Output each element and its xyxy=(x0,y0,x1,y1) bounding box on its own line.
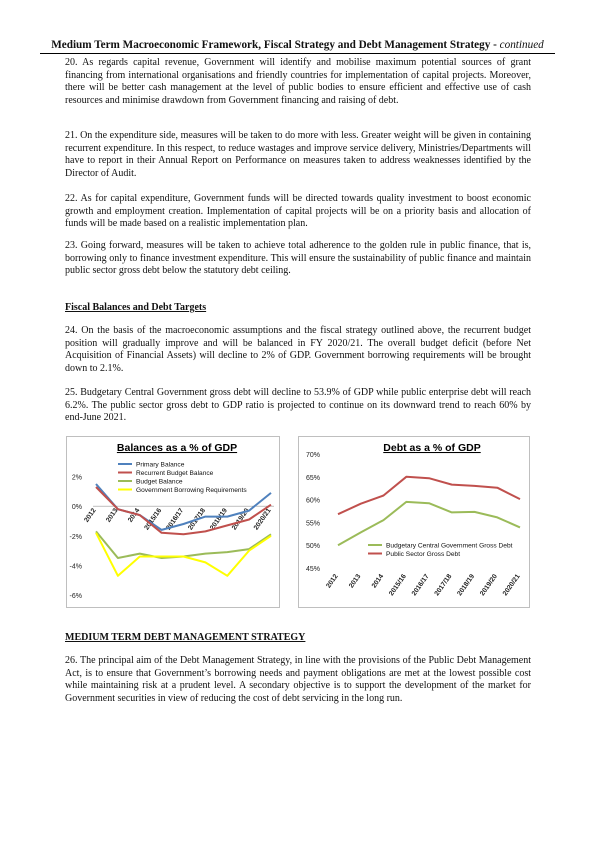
x-tick-label: 2013 xyxy=(105,507,120,524)
paragraph-25: 25. Budgetary Central Government gross debt will decline to 53.9% of GDP while public enterprise debt will reach 6.2%. The public sector gross debt to GDP ratio is projected to continue on its downward trend to reach 60% by end-June 2021. xyxy=(65,387,531,424)
x-tick-label: 2019/20 xyxy=(230,507,251,532)
y-tick-label: -4% xyxy=(69,563,82,571)
paragraph-24: 24. On the basis of the macroeconomic assumptions and the fiscal strategy outlined above, the recurrent budget position will gradually improve and will be balanced in FY 2020/21. The overall budget deficit (before Net Acquisition of Financial Assets) will decline to 2% of GDP. Government borrowing requirements will be brought down to 2.1%. xyxy=(65,325,531,374)
y-tick-label: 65% xyxy=(305,474,320,482)
y-tick-label: 70% xyxy=(305,452,320,459)
section-heading-debt-strategy: MEDIUM TERM DEBT MANAGEMENT STRATEGY xyxy=(65,632,306,643)
y-tick-label: 0% xyxy=(71,504,82,512)
section-heading-fiscal: Fiscal Balances and Debt Targets xyxy=(65,302,207,313)
paragraph-23: 23. Going forward, measures will be taken to achieve total adherence to the golden rule in public finance, that is, borrowing only to finance investment expenditure. This will ensure the sustainability of public finance and maintain public sector gross debt below the statutory debt ceiling. xyxy=(65,240,531,277)
y-tick-label: 60% xyxy=(305,497,320,505)
x-tick-label: 2016/17 xyxy=(165,507,186,532)
x-tick-label: 2014 xyxy=(126,507,142,524)
x-tick-label: 2014 xyxy=(370,573,386,590)
x-tick-label: 2015/16 xyxy=(388,573,408,598)
x-tick-label: 2015/16 xyxy=(143,507,164,532)
legend-label: Government Borrowing Requirements xyxy=(136,487,247,494)
paragraph-22: 22. As for capital expenditure, Government funds will be directed towards quality investment to boost economic growth and employment creation. Implementation of capital projects will be on a priority basis and allocation of funds will be made based on a realistic implementation plan. xyxy=(65,193,531,230)
x-tick-label: 2013 xyxy=(347,573,363,590)
y-tick-label: 55% xyxy=(305,520,320,528)
legend-label: Primary Balance xyxy=(136,461,185,469)
y-tick-label: 45% xyxy=(305,566,320,573)
chart-balances xyxy=(66,436,280,608)
legend-label: Public Sector Gross Debt xyxy=(386,551,461,558)
x-tick-label: 2016/17 xyxy=(410,573,431,598)
chart-title: Debt as a % of GDP xyxy=(383,442,481,454)
y-tick-label: 50% xyxy=(305,543,320,551)
paragraph-20: 20. As regards capital revenue, Government will identify and mobilise maximum potential sources of grant financing from international organisations and friendly countries for implementation of capital projects. Moreover, there will be better cash management at the level of public bodies to ensure efficient and effective use of cash resources and minimise drawdown from Government financing and raising of debt. xyxy=(65,57,531,106)
paragraph-21: 21. On the expenditure side, measures will be taken to do more with less. Greater weight will be given in containing recurrent expenditure. In this respect, to reduce wastages and improve service delivery, Ministries/Departments will have to report in their Annual Report on Performance on measures taken to address weaknesses identified by the Director of Audit. xyxy=(65,130,531,179)
legend-label: Recurrent Budget Balance xyxy=(136,470,214,477)
chart-debt xyxy=(298,436,530,608)
x-tick-label: 2020/21 xyxy=(501,573,522,598)
x-tick-label: 2012 xyxy=(325,573,340,590)
x-tick-label: 2020/21 xyxy=(252,507,273,532)
chart-svg xyxy=(298,436,530,608)
paragraph-26: 26. The principal aim of the Debt Management Strategy, in line with the provisions of the Public Debt Management Act, is to ensure that Government’s borrowing needs and payment obligations are met at the lowest possible cost while maintaining risk at a prudent level. A secondary objective is to support the development of the market for Government securities in view of reducing the cost of debt servicing in the long run. xyxy=(65,655,531,704)
legend-label: Budgetary Central Government Gross Debt xyxy=(386,542,513,550)
x-tick-label: 2012 xyxy=(83,507,98,524)
x-tick-label: 2017/18 xyxy=(187,507,208,532)
chart-svg xyxy=(66,436,280,608)
header-title: Medium Term Macroeconomic Framework, Fiscal Strategy and Debt Management Strategy - xyxy=(51,39,500,51)
x-tick-label: 2018/19 xyxy=(456,573,477,598)
x-tick-label: 2019/20 xyxy=(479,573,499,598)
legend-label: Budget Balance xyxy=(136,478,183,486)
header-suffix: continued xyxy=(499,39,544,51)
page-header xyxy=(40,37,555,54)
y-tick-label: -6% xyxy=(69,593,82,600)
x-tick-label: 2018/19 xyxy=(209,507,229,532)
y-tick-label: 2% xyxy=(71,474,82,482)
x-tick-label: 2017/18 xyxy=(433,573,454,598)
y-tick-label: -2% xyxy=(69,533,82,541)
chart-title: Balances as a % of GDP xyxy=(116,442,238,454)
